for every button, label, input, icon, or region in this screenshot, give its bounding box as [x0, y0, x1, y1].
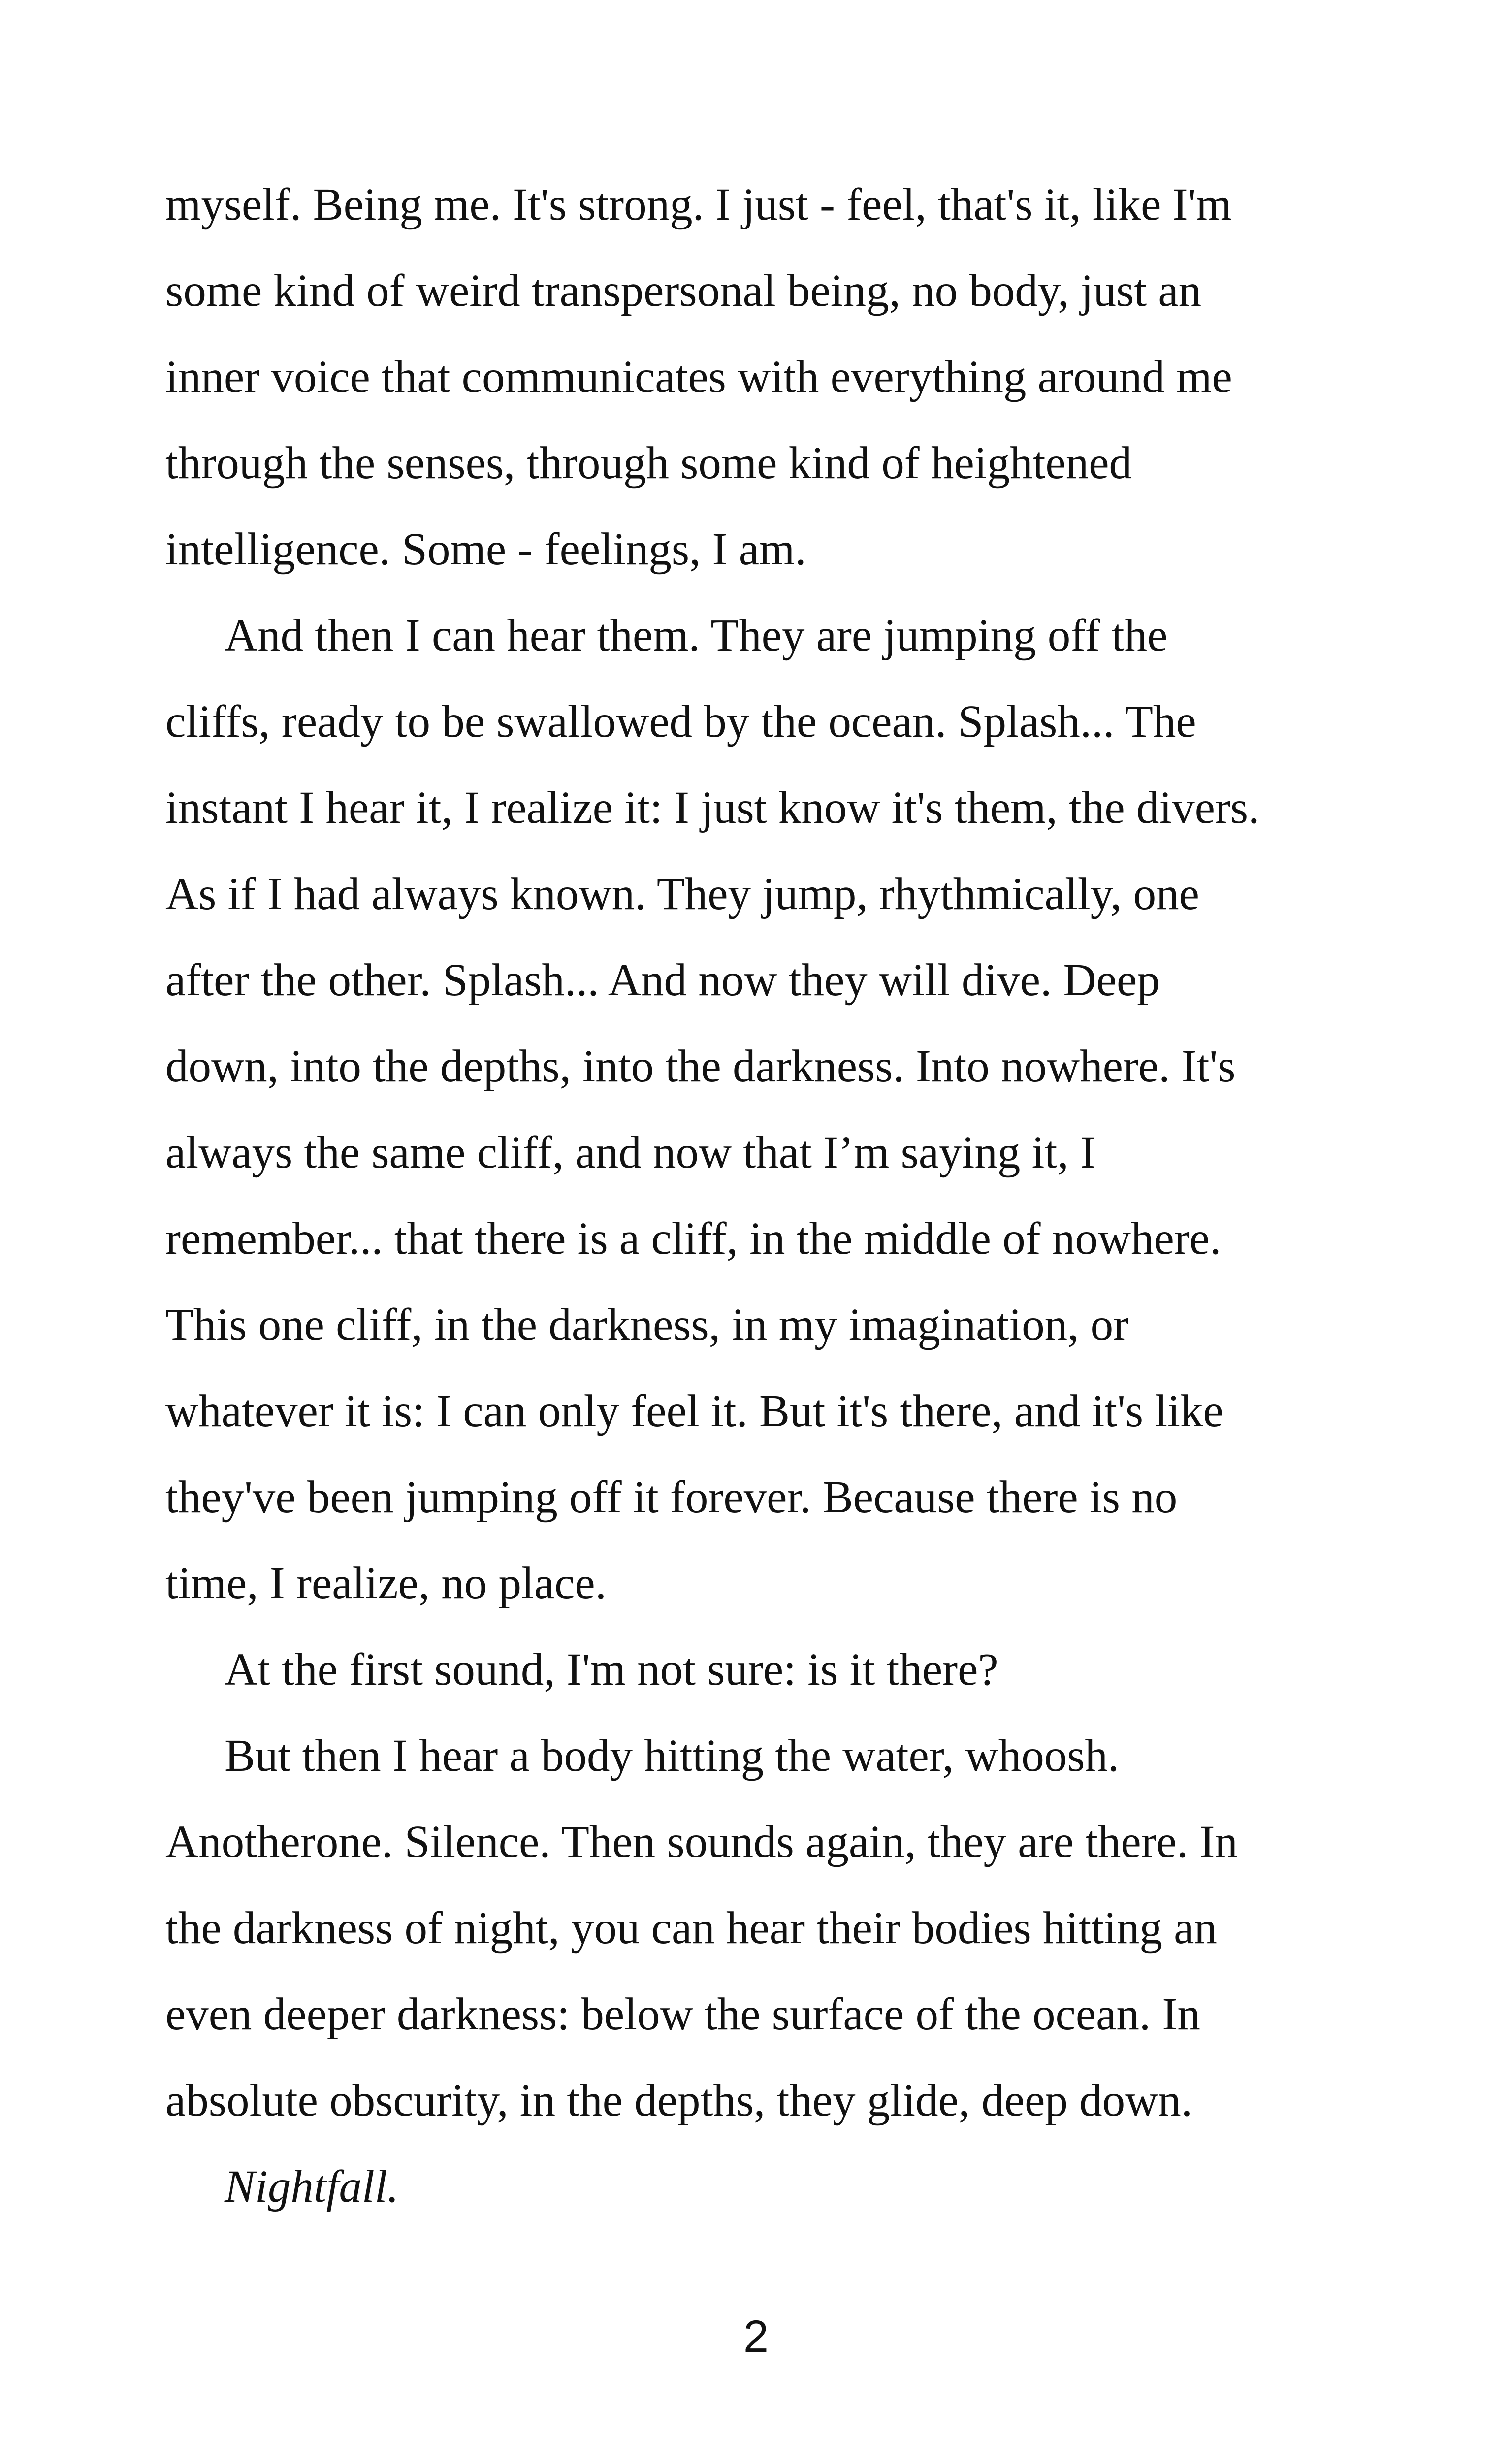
text-line: whatever it is: I can only feel it. But it's there, and it's like: [165, 1386, 1223, 1436]
text-line: through the senses, through some kind of heightened: [165, 438, 1132, 489]
text-line: remember... that there is a cliff, in the middle of nowhere.: [165, 1213, 1222, 1264]
text-line: down, into the depths, into the darkness. Into nowhere. It's: [165, 1041, 1236, 1092]
body-text: [165, 162, 1367, 2230]
text-line: inner voice that communicates with everything around me: [165, 352, 1232, 402]
text-line: some kind of weird transpersonal being, no body, just an: [165, 265, 1202, 316]
text-line: Nightfall.: [225, 2161, 399, 2212]
text-line: always the same cliff, and now that I’m saying it, I: [165, 1127, 1095, 1178]
text-line: absolute obscurity, in the depths, they glide, deep down.: [165, 2075, 1193, 2126]
text-line: At the first sound, I'm not sure: is it there?: [225, 1644, 998, 1695]
text-line: myself. Being me. It's strong. I just - feel, that's it, like I'm: [165, 179, 1232, 230]
text-line: after the other. Splash... And now they will dive. Deep: [165, 955, 1160, 1006]
text-line: This one cliff, in the darkness, in my imagination, or: [165, 1300, 1129, 1350]
text-line: But then I hear a body hitting the water, whoosh.: [225, 1730, 1120, 1781]
text-line: the darkness of night, you can hear their bodies hitting an: [165, 1903, 1217, 1954]
text-line: And then I can hear them. They are jumping off the: [225, 610, 1168, 661]
text-line: Anotherone. Silence. Then sounds again, they are there. In: [165, 1817, 1238, 1867]
text-line: even deeper darkness: below the surface of the ocean. In: [165, 1989, 1200, 2040]
text-line: As if I had always known. They jump, rhythmically, one: [165, 869, 1199, 919]
text-line: intelligence. Some - feelings, I am.: [165, 524, 806, 575]
page-number: 2: [743, 2312, 769, 2362]
text-line: instant I hear it, I realize it: I just know it's them, the divers.: [165, 782, 1260, 833]
text-line: cliffs, ready to be swallowed by the ocean. Splash... The: [165, 696, 1196, 747]
text-line: time, I realize, no place.: [165, 1558, 607, 1609]
text-line: they've been jumping off it forever. Because there is no: [165, 1472, 1178, 1523]
